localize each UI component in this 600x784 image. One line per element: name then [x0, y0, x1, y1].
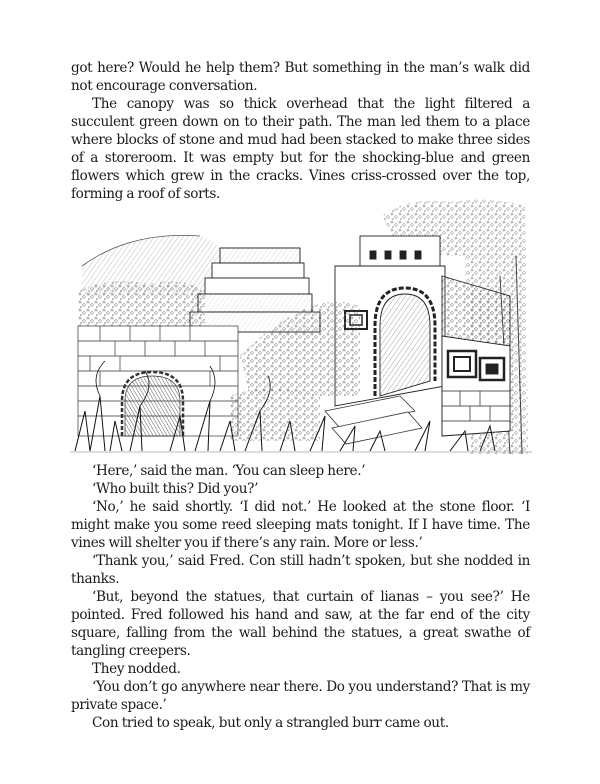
carved-block	[442, 276, 510, 436]
paragraph: ‘Here,’ said the man. ‘You can sleep here.’	[92, 463, 366, 479]
text-block-top	[71, 59, 530, 203]
paragraph: ‘No,’ he said shortly. ‘I did not.’ He looked at the stone floor. ‘I might make you some reed sleeping mats tonight. If I have time. The vines will shelter you if there’s any rain. More or less.’	[71, 499, 530, 551]
paragraph: The canopy was so thick overhead that the light filtered a succulent green down on to their path. The man led them to a place where blocks of stone and mud had been stacked to make three sides of a storeroom. It was empty but for the shocking-blue and green flowers which grew in the cracks. Vines criss-crossed over the top, forming a roof of sorts.	[71, 96, 530, 202]
paragraph: got here? Would he help them? But something in the man’s walk did not encourage conversation.	[71, 60, 530, 94]
paragraph: ‘You don’t go anywhere near there. Do you understand? That is my private space.’	[71, 679, 530, 713]
paragraph: ‘But, beyond the statues, that curtain of lianas – you see?’ He pointed. Fred followed his hand and saw, at the far end of the city square, falling from the wall behind the statues, a great swathe of tangling creepers.	[71, 589, 530, 659]
text-block-bottom	[71, 462, 530, 732]
paragraph: They nodded.	[92, 661, 181, 677]
ruins-illustration	[70, 196, 532, 454]
paragraph: Con tried to speak, but only a strangled burr came out.	[92, 715, 449, 731]
paragraph: ‘Thank you,’ said Fred. Con still hadn’t spoken, but she nodded in thanks.	[71, 553, 530, 587]
paragraph: ‘Who built this? Did you?’	[92, 481, 259, 497]
